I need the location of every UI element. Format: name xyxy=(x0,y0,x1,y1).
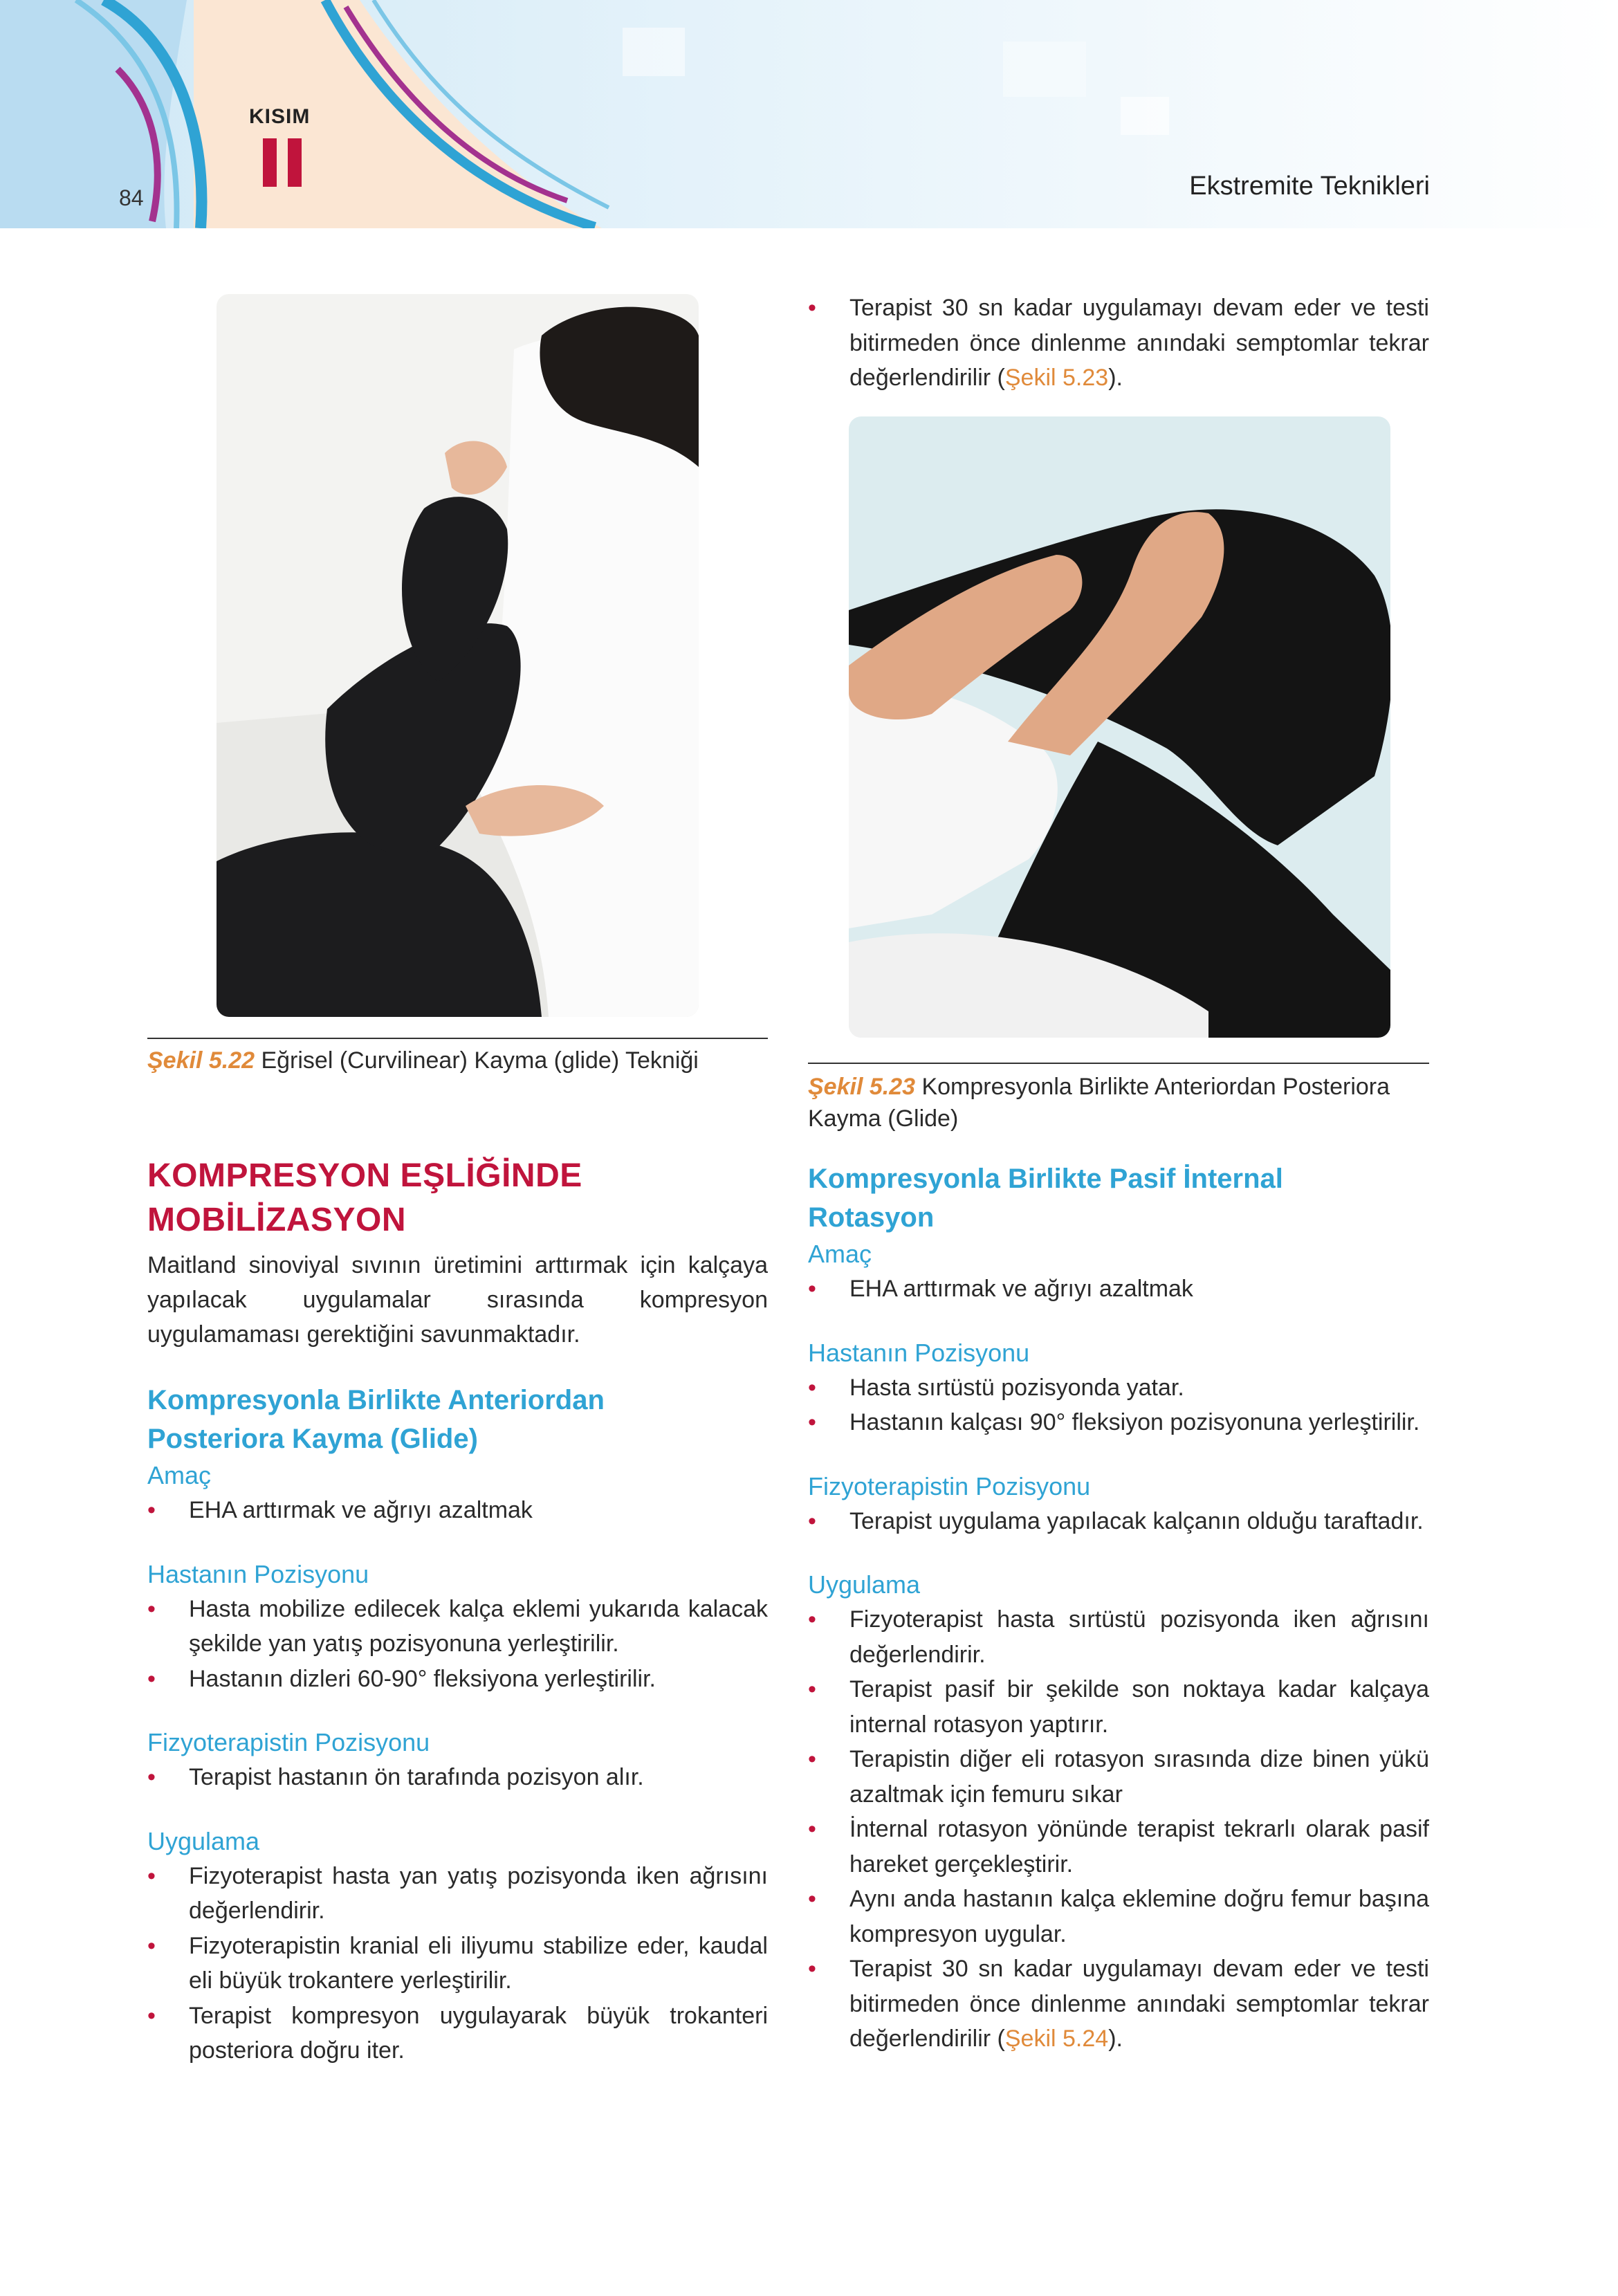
right-column xyxy=(808,1159,1429,2057)
uygulama-heading: Uygulama xyxy=(147,1826,260,1855)
figure-label: Şekil 5.23 xyxy=(808,1074,916,1100)
hasta-heading: Hastanın Pozisyonu xyxy=(808,1338,1030,1367)
figure-label: Şekil 5.22 xyxy=(147,1047,255,1074)
left-column xyxy=(147,1154,768,2068)
list-item: • Terapist 30 sn kadar uygulamayı devam eder ve testi bitirmeden önce dinlenme anındaki semptomlar tekrar değerlendirilir (Şekil 5.24). xyxy=(808,1951,1429,2057)
uygulama-heading: Uygulama xyxy=(808,1570,921,1599)
list-item: • Terapistin diğer eli rotasyon sırasında dize binen yükü azaltmak için femuru sıkar xyxy=(808,1742,1429,1812)
list-item: • EHA arttırmak ve ağrıyı azaltmak xyxy=(147,1493,768,1528)
uygulama-list xyxy=(147,1859,768,2068)
fizyo-heading: Fizyoterapistin Pozisyonu xyxy=(808,1471,1091,1500)
list-item: • İnternal rotasyon yönünde terapist tekrarlı olarak pasif hareket gerçekleştirir. xyxy=(808,1812,1429,1882)
figure-5-23-caption: Şekil 5.23 Kompresyonla Birlikte Anteriordan Posteriora Kayma (Glide) xyxy=(808,1074,1390,1132)
list-item: • Fizyoterapistin kranial eli iliyumu stabilize eder, kaudal eli büyük trokantere yerleştirilir. xyxy=(147,1929,768,1999)
amac-heading: Amaç xyxy=(808,1240,872,1268)
list-item: • Terapist pasif bir şekilde son noktaya kadar kalçaya internal rotasyon yaptırır. xyxy=(808,1672,1429,1742)
page-number: 84 xyxy=(119,185,144,210)
list-item: • Terapist 30 sn kadar uygulamayı devam eder ve testi bitirmeden önce dinlenme anındaki semptomlar tekrar değerlendirilir (Şekil 5.23). xyxy=(808,291,1429,396)
list-item: • Hastanın dizleri 60-90° fleksiyona yerleştirilir. xyxy=(147,1662,768,1697)
list-item: • Terapist uygulama yapılacak kalçanın olduğu taraftadır. xyxy=(808,1504,1429,1539)
figure-5-22-caption: Şekil 5.22 Eğrisel (Curvilinear) Kayma (glide) Tekniği xyxy=(147,1047,699,1074)
list-item: • Fizyoterapist hasta yan yatış pozisyonda iken ağrısını değerlendirir. xyxy=(147,1859,768,1929)
amac-list xyxy=(147,1493,768,1528)
list-item: • EHA arttırmak ve ağrıyı azaltmak xyxy=(808,1271,1429,1307)
subsection-heading: Kompresyonla Birlikte Pasif İnternal Rotasyon xyxy=(808,1164,1283,1233)
fizyo-heading: Fizyoterapistin Pozisyonu xyxy=(147,1728,430,1756)
hasta-list xyxy=(808,1370,1429,1440)
uygulama-list xyxy=(808,1602,1429,2057)
list-item: • Aynı anda hastanın kalça eklemine doğru femur başına kompresyon uygular. xyxy=(808,1882,1429,1951)
hasta-list xyxy=(147,1592,768,1697)
list-item: • Terapist kompresyon uygulayarak büyük trokanteri posteriora doğru iter. xyxy=(147,1999,768,2068)
subsection-heading: Kompresyonla Birlikte Anteriordan Posteriora Kayma (Glide) xyxy=(147,1385,605,1454)
section-heading: KOMPRESYON EŞLİĞİNDE MOBİLİZASYON xyxy=(147,1157,582,1238)
list-item: • Hasta sırtüstü pozisyonda yatar. xyxy=(808,1370,1429,1406)
list-item: • Fizyoterapist hasta sırtüstü pozisyonda iken ağrısını değerlendirir. xyxy=(808,1602,1429,1672)
fizyo-list xyxy=(147,1760,768,1795)
figure-5-22-photo xyxy=(217,294,699,1017)
part-numeral-mark xyxy=(263,138,304,187)
fizyo-list xyxy=(808,1504,1429,1539)
intro-paragraph: Maitland sinoviyal sıvının üretimini arttırmak için kalçaya yapılacak uygulamalar sırasında kompresyon uygulamaması gerektiğini savunmaktadır. xyxy=(147,1252,768,1348)
figure-reference[interactable]: Şekil 5.24 xyxy=(1004,2026,1109,2052)
amac-list xyxy=(808,1271,1429,1307)
caption-rule-right xyxy=(808,1063,1429,1064)
list-item: • Terapist hastanın ön tarafında pozisyon alır. xyxy=(147,1760,768,1795)
caption-rule-left xyxy=(147,1038,768,1039)
hasta-heading: Hastanın Pozisyonu xyxy=(147,1559,369,1588)
list-item: • Hasta mobilize edilecek kalça eklemi yukarıda kalacak şekilde yan yatış pozisyonuna yerleştirilir. xyxy=(147,1592,768,1662)
list-item: • Hastanın kalçası 90° fleksiyon pozisyonuna yerleştirilir. xyxy=(808,1405,1429,1440)
section-title: Ekstremite Teknikleri xyxy=(1189,172,1430,201)
page-header xyxy=(0,0,1618,228)
right-top-block xyxy=(808,291,1429,396)
figure-5-23-photo xyxy=(849,416,1390,1038)
figure-reference[interactable]: Şekil 5.23 xyxy=(1004,365,1109,391)
part-label: KISIM xyxy=(249,105,311,128)
amac-heading: Amaç xyxy=(147,1461,212,1489)
